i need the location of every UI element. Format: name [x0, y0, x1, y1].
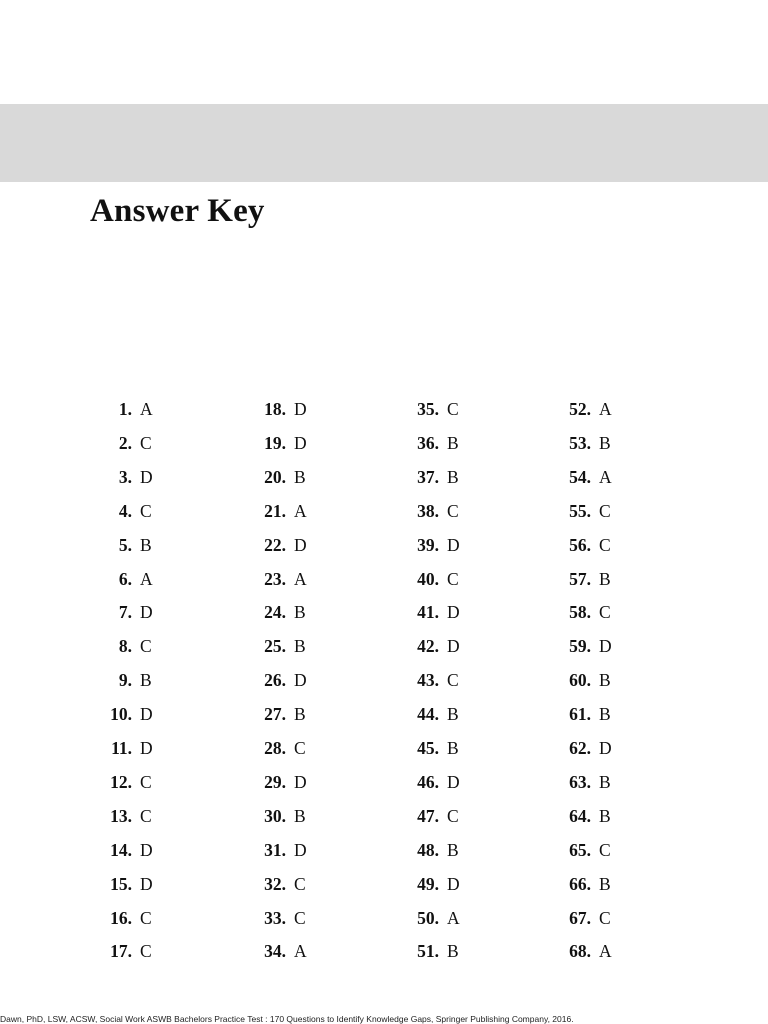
answer-row	[82, 562, 202, 596]
answer-row	[236, 663, 356, 697]
answer-row	[82, 663, 202, 697]
answer-row	[389, 765, 509, 799]
question-number: 42.	[417, 636, 439, 657]
answer-letter: C	[140, 907, 152, 928]
answer-letter: B	[599, 670, 611, 691]
answer-row	[389, 562, 509, 596]
answer-letter: C	[294, 907, 306, 928]
page-title: Answer Key	[90, 193, 265, 229]
answer-row	[82, 901, 202, 935]
answer-letter: D	[447, 602, 460, 623]
answer-letter: D	[140, 738, 153, 758]
answer-row	[389, 697, 509, 731]
question-number: 2.	[118, 432, 132, 453]
answer-grid	[0, 392, 768, 982]
question-number: 36.	[417, 432, 439, 453]
answer-letter: B	[447, 466, 459, 487]
question-number: 7.	[118, 602, 132, 623]
question-number: 34.	[264, 941, 286, 962]
answer-letter: A	[599, 941, 612, 962]
answer-letter: D	[140, 466, 153, 487]
answer-row	[389, 494, 509, 528]
question-number: 29.	[264, 771, 286, 792]
answer-row	[236, 901, 356, 935]
question-number: 10.	[110, 704, 132, 725]
answer-letter: C	[447, 399, 459, 419]
answer-row	[541, 528, 661, 562]
answer-row	[236, 392, 356, 426]
answer-letter: B	[294, 466, 306, 487]
answer-row	[541, 799, 661, 833]
answer-letter: A	[599, 466, 612, 487]
answer-row	[236, 867, 356, 901]
answer-row	[389, 731, 509, 765]
answer-letter: D	[447, 771, 460, 792]
answer-row	[541, 562, 661, 596]
answer-row	[82, 629, 202, 663]
answer-row	[541, 392, 661, 426]
answer-letter: A	[447, 907, 460, 928]
answer-letter: B	[447, 432, 459, 453]
answer-letter: C	[599, 602, 611, 623]
question-number: 59.	[569, 636, 591, 657]
question-number: 15.	[110, 873, 132, 894]
answer-letter: D	[294, 839, 307, 860]
answer-letter: C	[294, 738, 306, 758]
question-number: 64.	[569, 805, 591, 826]
question-number: 56.	[569, 534, 591, 555]
answer-row	[541, 765, 661, 799]
answer-letter: D	[447, 636, 460, 657]
question-number: 39.	[417, 534, 439, 555]
answer-row	[541, 833, 661, 867]
answer-row	[541, 934, 661, 968]
answer-letter: D	[294, 432, 307, 453]
answer-letter: C	[599, 907, 611, 928]
answer-row	[389, 867, 509, 901]
question-number: 22.	[264, 534, 286, 555]
answer-row	[82, 595, 202, 629]
question-number: 40.	[417, 568, 439, 589]
question-number: 24.	[264, 602, 286, 623]
answer-row	[389, 595, 509, 629]
question-number: 61.	[569, 704, 591, 725]
answer-row	[541, 426, 661, 460]
answer-row	[82, 528, 202, 562]
answer-row	[236, 426, 356, 460]
question-number: 27.	[264, 704, 286, 725]
answer-letter: D	[447, 873, 460, 894]
question-number: 23.	[264, 568, 286, 589]
question-number: 20.	[264, 466, 286, 487]
answer-letter: B	[447, 738, 459, 758]
answer-letter: B	[447, 704, 459, 725]
answer-row	[389, 799, 509, 833]
question-number: 14.	[110, 839, 132, 860]
answer-row	[82, 799, 202, 833]
question-number: 63.	[569, 771, 591, 792]
answer-row	[236, 765, 356, 799]
question-number: 17.	[110, 941, 132, 962]
answer-row	[389, 663, 509, 697]
answer-letter: C	[140, 941, 152, 962]
answer-row	[389, 833, 509, 867]
answer-letter: B	[599, 568, 611, 589]
question-number: 38.	[417, 500, 439, 521]
answer-row	[82, 460, 202, 494]
answer-letter: A	[140, 399, 153, 419]
answer-row	[541, 663, 661, 697]
question-number: 32.	[264, 873, 286, 894]
answer-letter: B	[294, 704, 306, 725]
answer-letter: C	[140, 805, 152, 826]
answer-row	[82, 867, 202, 901]
answer-letter: C	[294, 873, 306, 894]
question-number: 6.	[118, 568, 132, 589]
question-number: 35.	[417, 399, 439, 419]
question-number: 62.	[569, 738, 591, 758]
answer-row	[389, 460, 509, 494]
question-number: 25.	[264, 636, 286, 657]
answer-letter: C	[599, 839, 611, 860]
answer-row	[236, 460, 356, 494]
answer-row	[541, 595, 661, 629]
question-number: 5.	[118, 534, 132, 555]
header-band	[0, 104, 768, 182]
answer-row	[389, 934, 509, 968]
answer-row	[236, 934, 356, 968]
answer-letter: C	[447, 568, 459, 589]
answer-row	[236, 697, 356, 731]
answer-row	[541, 494, 661, 528]
answer-letter: B	[599, 771, 611, 792]
question-number: 45.	[417, 738, 439, 758]
answer-letter: D	[140, 873, 153, 894]
answer-letter: D	[140, 602, 153, 623]
answer-letter: D	[294, 399, 307, 419]
answer-row	[82, 494, 202, 528]
question-number: 57.	[569, 568, 591, 589]
question-number: 43.	[417, 670, 439, 691]
answer-row	[389, 392, 509, 426]
answer-letter: D	[140, 839, 153, 860]
answer-letter: C	[447, 805, 459, 826]
question-number: 4.	[118, 500, 132, 521]
question-number: 12.	[110, 771, 132, 792]
answer-letter: B	[294, 636, 306, 657]
question-number: 65.	[569, 839, 591, 860]
answer-letter: C	[140, 432, 152, 453]
answer-row	[541, 867, 661, 901]
question-number: 26.	[264, 670, 286, 691]
question-number: 47.	[417, 805, 439, 826]
question-number: 9.	[118, 670, 132, 691]
answer-row	[236, 562, 356, 596]
question-number: 53.	[569, 432, 591, 453]
question-number: 44.	[417, 704, 439, 725]
question-number: 18.	[264, 399, 286, 419]
answer-row	[82, 934, 202, 968]
answer-letter: C	[599, 500, 611, 521]
question-number: 37.	[417, 466, 439, 487]
answer-row	[541, 901, 661, 935]
answer-letter: C	[447, 500, 459, 521]
answer-row	[541, 460, 661, 494]
question-number: 21.	[264, 500, 286, 521]
answer-letter: C	[599, 534, 611, 555]
question-number: 68.	[569, 941, 591, 962]
question-number: 31.	[264, 839, 286, 860]
answer-letter: D	[294, 534, 307, 555]
question-number: 54.	[569, 466, 591, 487]
answer-letter: A	[294, 941, 307, 962]
answer-row	[389, 426, 509, 460]
answer-letter: B	[599, 805, 611, 826]
answer-letter: B	[447, 839, 459, 860]
question-number: 16.	[110, 907, 132, 928]
answer-letter: A	[294, 568, 307, 589]
citation-footer: Dawn, PhD, LSW, ACSW, Social Work ASWB Bachelors Practice Test : 170 Questions to Identify Knowledge Gaps, Springer Publishing Company, 2016.	[0, 1014, 574, 1024]
answer-row	[236, 731, 356, 765]
answer-row	[82, 392, 202, 426]
answer-letter: D	[599, 636, 612, 657]
answer-letter: D	[447, 534, 460, 555]
answer-letter: C	[140, 500, 152, 521]
question-number: 67.	[569, 907, 591, 928]
answer-letter: B	[599, 432, 611, 453]
answer-letter: C	[140, 636, 152, 657]
answer-row	[236, 799, 356, 833]
answer-letter: D	[599, 738, 612, 758]
answer-letter: B	[140, 534, 152, 555]
answer-letter: B	[294, 602, 306, 623]
answer-row	[236, 629, 356, 663]
answer-row	[389, 629, 509, 663]
question-number: 48.	[417, 839, 439, 860]
answer-row	[541, 697, 661, 731]
answer-row	[236, 833, 356, 867]
question-number: 1.	[118, 399, 132, 419]
answer-row	[236, 528, 356, 562]
answer-letter: D	[294, 670, 307, 691]
answer-letter: B	[294, 805, 306, 826]
question-number: 11.	[111, 738, 132, 758]
answer-letter: D	[140, 704, 153, 725]
answer-row	[541, 629, 661, 663]
answer-row	[541, 731, 661, 765]
question-number: 50.	[417, 907, 439, 928]
answer-letter: B	[447, 941, 459, 962]
answer-row	[236, 595, 356, 629]
question-number: 60.	[569, 670, 591, 691]
question-number: 58.	[569, 602, 591, 623]
answer-row	[82, 426, 202, 460]
answer-row	[236, 494, 356, 528]
question-number: 41.	[417, 602, 439, 623]
question-number: 49.	[417, 873, 439, 894]
question-number: 28.	[264, 738, 286, 758]
question-number: 52.	[569, 399, 591, 419]
answer-letter: B	[599, 873, 611, 894]
answer-row	[389, 901, 509, 935]
question-number: 19.	[264, 432, 286, 453]
answer-letter: A	[599, 399, 612, 419]
question-number: 8.	[118, 636, 132, 657]
answer-row	[82, 731, 202, 765]
question-number: 33.	[264, 907, 286, 928]
answer-row	[82, 765, 202, 799]
answer-row	[389, 528, 509, 562]
answer-letter: A	[140, 568, 153, 589]
answer-row	[82, 833, 202, 867]
question-number: 66.	[569, 873, 591, 894]
answer-letter: D	[294, 771, 307, 792]
answer-letter: A	[294, 500, 307, 521]
question-number: 3.	[118, 466, 132, 487]
answer-letter: C	[140, 771, 152, 792]
question-number: 30.	[264, 805, 286, 826]
question-number: 55.	[569, 500, 591, 521]
answer-row	[82, 697, 202, 731]
answer-letter: B	[140, 670, 152, 691]
question-number: 13.	[110, 805, 132, 826]
question-number: 46.	[417, 771, 439, 792]
question-number: 51.	[417, 941, 439, 962]
answer-letter: B	[599, 704, 611, 725]
answer-letter: C	[447, 670, 459, 691]
